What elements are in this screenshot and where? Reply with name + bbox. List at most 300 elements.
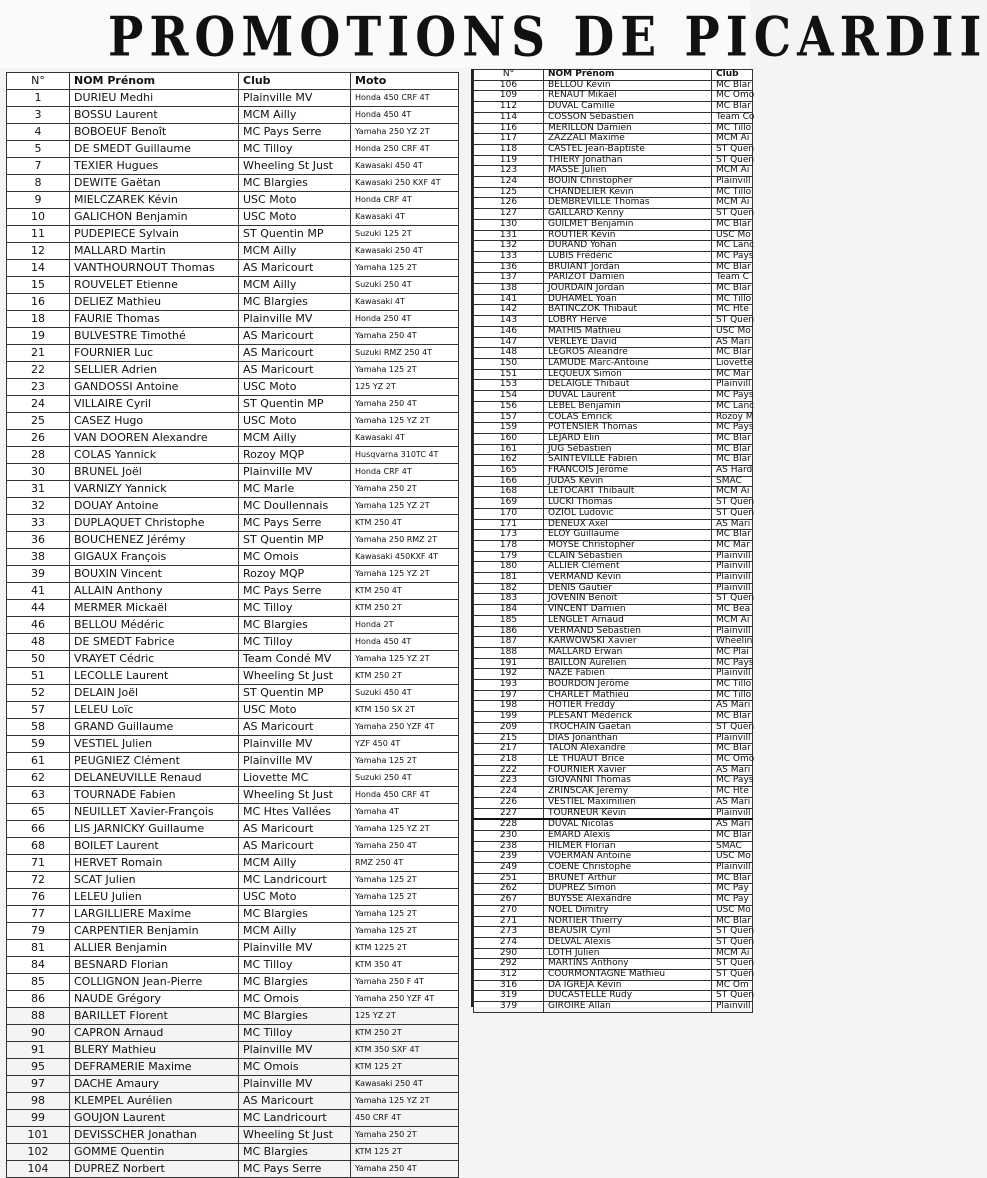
- cell-name: NOEL Dimitry: [544, 905, 712, 916]
- cell-club: MC Landricourt: [239, 872, 351, 889]
- cell-club: MCM Ailly: [239, 107, 351, 124]
- cell-club: MC Blar: [712, 444, 753, 455]
- cell-name: BELLOU Médéric: [70, 617, 239, 634]
- cell-name: GOMME Quentin: [70, 1144, 239, 1161]
- cell-name: DEFRAMERIE Maxime: [70, 1059, 239, 1076]
- cell-club: Wheeling St Just: [239, 668, 351, 685]
- table-row: [474, 369, 753, 380]
- cell-club: ST Quentin MP: [239, 396, 351, 413]
- cell-club: MC Tilloy: [239, 600, 351, 617]
- cell-club: Plainville MV: [239, 1042, 351, 1059]
- cell-club: Plainville MV: [239, 753, 351, 770]
- table-row: [474, 755, 753, 766]
- cell-num: 159: [474, 423, 544, 434]
- cell-moto: RMZ 250 4T: [351, 855, 459, 872]
- cell-moto: Yamaha 250 RMZ 2T: [351, 532, 459, 549]
- cell-name: BATINCZOK Thibaut: [544, 305, 712, 316]
- cell-club: MCM Ai: [712, 166, 753, 177]
- table-row: [474, 380, 753, 391]
- table-row: [474, 562, 753, 573]
- table-row: [7, 702, 459, 719]
- cell-name: SAINTEVILLE Fabien: [544, 455, 712, 466]
- cell-name: LENGLET Arnaud: [544, 615, 712, 626]
- cell-name: TALON Alexandre: [544, 744, 712, 755]
- cell-num: 185: [474, 615, 544, 626]
- table-row: [474, 519, 753, 530]
- cell-name: LE THUAUT Brice: [544, 755, 712, 766]
- cell-club: Wheelin: [712, 637, 753, 648]
- cell-club: ST Quen: [712, 498, 753, 509]
- cell-name: LUBIS Frédéric: [544, 251, 712, 262]
- table-row: [474, 819, 753, 830]
- cell-num: 274: [474, 937, 544, 948]
- cell-name: DELVAL Alexis: [544, 937, 712, 948]
- cell-club: SMAC: [712, 476, 753, 487]
- cell-club: Plainvill: [712, 562, 753, 573]
- table-row: [474, 102, 753, 113]
- cell-name: GOUJON Laurent: [70, 1110, 239, 1127]
- table-row: [474, 433, 753, 444]
- cell-name: BOSSU Laurent: [70, 107, 239, 124]
- table-row: [474, 680, 753, 691]
- cell-name: TOURNEUR Kévin: [544, 808, 712, 819]
- cell-club: AS Maricourt: [239, 345, 351, 362]
- cell-name: DENEUX Axel: [544, 519, 712, 530]
- cell-club: Plainville MV: [239, 90, 351, 107]
- cell-num: 379: [474, 1002, 544, 1013]
- cell-club: USC Moto: [239, 889, 351, 906]
- cell-name: DUVAL Nicolas: [544, 819, 712, 830]
- cell-name: LIS JARNICKY Guillaume: [70, 821, 239, 838]
- cell-club: ST Quen: [712, 155, 753, 166]
- cell-num: 165: [474, 466, 544, 477]
- table-row: [474, 305, 753, 316]
- header-moto: Moto: [351, 73, 459, 90]
- cell-club: AS Maricourt: [239, 838, 351, 855]
- cell-num: 86: [7, 991, 70, 1008]
- cell-club: MC Pay: [712, 895, 753, 906]
- cell-name: SELLIER Adrien: [70, 362, 239, 379]
- cell-num: 218: [474, 755, 544, 766]
- cell-club: MC Pays Serre: [239, 515, 351, 532]
- cell-club: MC Tillo: [712, 123, 753, 134]
- cell-name: DEWITE Gaëtan: [70, 175, 239, 192]
- cell-moto: KTM 250 4T: [351, 515, 459, 532]
- cell-num: 72: [7, 872, 70, 889]
- cell-num: 226: [474, 797, 544, 808]
- cell-club: AS Maricourt: [239, 821, 351, 838]
- cell-num: 267: [474, 895, 544, 906]
- cell-club: USC Mo: [712, 852, 753, 863]
- cell-num: 81: [7, 940, 70, 957]
- table-row: [474, 948, 753, 959]
- page-title: [0, 0, 987, 70]
- cell-moto: Kawasaki 4T: [351, 209, 459, 226]
- cell-name: GIGAUX François: [70, 549, 239, 566]
- cell-name: DUPREZ Simon: [544, 884, 712, 895]
- cell-club: ST Quentin MP: [239, 685, 351, 702]
- cell-num: 21: [7, 345, 70, 362]
- cell-num: 66: [7, 821, 70, 838]
- cell-num: 38: [7, 549, 70, 566]
- cell-club: MC Pays: [712, 658, 753, 669]
- table-row: [7, 583, 459, 600]
- cell-club: AS Mari: [712, 337, 753, 348]
- cell-num: 125: [474, 187, 544, 198]
- table-row: [474, 615, 753, 626]
- table-row: [7, 362, 459, 379]
- cell-name: NEUILLET Xavier-François: [70, 804, 239, 821]
- cell-num: 119: [474, 155, 544, 166]
- cell-club: MC Tillo: [712, 690, 753, 701]
- cell-moto: Yamaha 4T: [351, 804, 459, 821]
- cell-club: SMAC: [712, 841, 753, 852]
- cell-num: 239: [474, 852, 544, 863]
- cell-club: USC Moto: [239, 413, 351, 430]
- table-row: [7, 413, 459, 430]
- cell-moto: Yamaha 250 YZF 4T: [351, 991, 459, 1008]
- cell-moto: Yamaha 125 2T: [351, 923, 459, 940]
- cell-num: 52: [7, 685, 70, 702]
- cell-name: VRAYET Cédric: [70, 651, 239, 668]
- cell-num: 209: [474, 722, 544, 733]
- cell-name: MERMER Mickaël: [70, 600, 239, 617]
- cell-num: 28: [7, 447, 70, 464]
- cell-name: HERVET Romain: [70, 855, 239, 872]
- cell-name: DENIS Gautier: [544, 583, 712, 594]
- cell-moto: 125 YZ 2T: [351, 1008, 459, 1025]
- cell-club: MC Pays: [712, 251, 753, 262]
- cell-num: 39: [7, 566, 70, 583]
- cell-num: 197: [474, 690, 544, 701]
- cell-name: MATHIS Mathieu: [544, 326, 712, 337]
- cell-moto: Suzuki RMZ 250 4T: [351, 345, 459, 362]
- cell-moto: Suzuki 125 2T: [351, 226, 459, 243]
- cell-club: MC Htes Vallées: [239, 804, 351, 821]
- cell-moto: Yamaha 125 YZ 2T: [351, 566, 459, 583]
- cell-name: DUPREZ Norbert: [70, 1161, 239, 1178]
- cell-moto: 125 YZ 2T: [351, 379, 459, 396]
- cell-num: 131: [474, 230, 544, 241]
- cell-name: DUHAMEL Yoan: [544, 294, 712, 305]
- table-row: [7, 1008, 459, 1025]
- cell-club: AS Hard: [712, 466, 753, 477]
- cell-name: DEMBREVILLE Thomas: [544, 198, 712, 209]
- table-row: [7, 957, 459, 974]
- table-row: [474, 841, 753, 852]
- cell-name: VOERMAN Antoine: [544, 852, 712, 863]
- cell-num: 156: [474, 401, 544, 412]
- table-row: [7, 719, 459, 736]
- table-row: [7, 1144, 459, 1161]
- table-row: [7, 260, 459, 277]
- table-row: [7, 549, 459, 566]
- cell-num: 262: [474, 884, 544, 895]
- cell-club: MC Hte: [712, 305, 753, 316]
- table-row: [474, 166, 753, 177]
- cell-num: 118: [474, 144, 544, 155]
- table-row: [474, 970, 753, 981]
- cell-num: 292: [474, 959, 544, 970]
- cell-club: ST Quentin MP: [239, 532, 351, 549]
- header-club: Club: [239, 73, 351, 90]
- cell-name: BELLOU Kévin: [544, 80, 712, 91]
- table-row: [474, 348, 753, 359]
- table-row: [7, 940, 459, 957]
- cell-club: MC Blargies: [239, 906, 351, 923]
- table-row: [7, 158, 459, 175]
- cell-num: 143: [474, 316, 544, 327]
- cell-num: 193: [474, 680, 544, 691]
- cell-club: Wheeling St Just: [239, 158, 351, 175]
- table-row: [7, 1042, 459, 1059]
- cell-num: 112: [474, 102, 544, 113]
- table-row: [7, 821, 459, 838]
- cell-moto: Kawasaki 4T: [351, 294, 459, 311]
- table-row: [7, 498, 459, 515]
- cell-num: 19: [7, 328, 70, 345]
- cell-moto: Honda 250 4T: [351, 311, 459, 328]
- table-row: [474, 669, 753, 680]
- cell-club: Plainville MV: [239, 464, 351, 481]
- cell-num: 138: [474, 284, 544, 295]
- table-row: [7, 107, 459, 124]
- cell-club: MC Hte: [712, 787, 753, 798]
- table-row: [7, 991, 459, 1008]
- cell-name: CARPENTIER Benjamin: [70, 923, 239, 940]
- cell-num: 46: [7, 617, 70, 634]
- table-row: [7, 90, 459, 107]
- cell-club: AS Maricourt: [239, 260, 351, 277]
- cell-club: MC Lanc: [712, 241, 753, 252]
- cell-club: MC Blar: [712, 712, 753, 723]
- cell-moto: Yamaha 125 2T: [351, 753, 459, 770]
- cell-club: ST Quen: [712, 209, 753, 220]
- cell-club: MC Mar: [712, 369, 753, 380]
- cell-club: MC Omois: [239, 549, 351, 566]
- cell-club: MCM Ai: [712, 615, 753, 626]
- cell-name: VANTHOURNOUT Thomas: [70, 260, 239, 277]
- cell-moto: Husqvarna 310TC 4T: [351, 447, 459, 464]
- cell-name: DUPLAQUET Christophe: [70, 515, 239, 532]
- cell-name: HOTIER Freddy: [544, 701, 712, 712]
- cell-num: 170: [474, 508, 544, 519]
- cell-name: NORTIER Thierry: [544, 916, 712, 927]
- table-row: [474, 230, 753, 241]
- cell-name: NAUDE Grégory: [70, 991, 239, 1008]
- table-row: [7, 311, 459, 328]
- cell-club: USC Moto: [239, 702, 351, 719]
- cell-num: 319: [474, 991, 544, 1002]
- cell-num: 104: [7, 1161, 70, 1178]
- table-row: [474, 80, 753, 91]
- cell-num: 187: [474, 637, 544, 648]
- right-table: [471, 69, 755, 1012]
- cell-club: Team Condé MV: [239, 651, 351, 668]
- cell-club: MC Marle: [239, 481, 351, 498]
- cell-club: MC Lanc: [712, 401, 753, 412]
- table-row: [474, 466, 753, 477]
- cell-name: GIROIRE Allan: [544, 1002, 712, 1013]
- table-row: [474, 712, 753, 723]
- cell-num: 130: [474, 219, 544, 230]
- cell-name: PUDEPIECE Sylvain: [70, 226, 239, 243]
- cell-name: GUILMET Benjamin: [544, 219, 712, 230]
- cell-moto: KTM 1225 2T: [351, 940, 459, 957]
- table-row: [7, 396, 459, 413]
- cell-club: AS Maricourt: [239, 362, 351, 379]
- table-row: [474, 884, 753, 895]
- cell-num: 61: [7, 753, 70, 770]
- cell-club: Plainvill: [712, 863, 753, 874]
- table-row: [474, 787, 753, 798]
- cell-name: COSSON Sébastien: [544, 112, 712, 123]
- cell-club: AS Mari: [712, 701, 753, 712]
- cell-moto: Kawasaki 450 4T: [351, 158, 459, 175]
- table-row: [7, 617, 459, 634]
- cell-num: 178: [474, 540, 544, 551]
- cell-num: 251: [474, 873, 544, 884]
- cell-num: 183: [474, 594, 544, 605]
- table-row: [7, 804, 459, 821]
- cell-club: AS Maricourt: [239, 328, 351, 345]
- table-row: [474, 573, 753, 584]
- cell-num: 162: [474, 455, 544, 466]
- cell-name: GRAND Guillaume: [70, 719, 239, 736]
- cell-club: MC Doullennais: [239, 498, 351, 515]
- table-row: [474, 262, 753, 273]
- cell-num: 51: [7, 668, 70, 685]
- cell-num: 58: [7, 719, 70, 736]
- cell-name: HILMER Florian: [544, 841, 712, 852]
- table-row: [474, 412, 753, 423]
- table-row: [7, 838, 459, 855]
- cell-name: DEVISSCHER Jonathan: [70, 1127, 239, 1144]
- cell-num: 114: [474, 112, 544, 123]
- cell-club: Plainville MV: [239, 736, 351, 753]
- cell-club: AS Maricourt: [239, 719, 351, 736]
- cell-num: 36: [7, 532, 70, 549]
- table-row: [474, 487, 753, 498]
- cell-name: BOURDON Jérôme: [544, 680, 712, 691]
- table-row: [474, 508, 753, 519]
- cell-club: MC Tilloy: [239, 141, 351, 158]
- cell-club: Plainvill: [712, 626, 753, 637]
- cell-club: MCM Ai: [712, 487, 753, 498]
- table-row: [474, 123, 753, 134]
- table-row: [474, 401, 753, 412]
- cell-club: MC Plai: [712, 647, 753, 658]
- header-name: NOM Prénom: [544, 70, 712, 81]
- cell-moto: Honda 450 4T: [351, 107, 459, 124]
- cell-club: MC Omo: [712, 91, 753, 102]
- cell-num: 8: [7, 175, 70, 192]
- cell-num: 84: [7, 957, 70, 974]
- cell-num: 222: [474, 765, 544, 776]
- cell-club: MC Tillo: [712, 187, 753, 198]
- cell-num: 171: [474, 519, 544, 530]
- table-row: [474, 326, 753, 337]
- cell-name: ZRINSCAK Jérémy: [544, 787, 712, 798]
- cell-num: 98: [7, 1093, 70, 1110]
- cell-name: CASTEL Jean-Baptiste: [544, 144, 712, 155]
- cell-num: 44: [7, 600, 70, 617]
- cell-name: MOYSE Christopher: [544, 540, 712, 551]
- cell-moto: Yamaha 250 2T: [351, 481, 459, 498]
- cell-name: VERMAND Sébastien: [544, 626, 712, 637]
- cell-num: 59: [7, 736, 70, 753]
- cell-name: BOUIN Christopher: [544, 177, 712, 188]
- cell-num: 238: [474, 841, 544, 852]
- cell-club: MC Pays: [712, 776, 753, 787]
- cell-name: MERILLON Damien: [544, 123, 712, 134]
- cell-moto: Kawasaki 450KXF 4T: [351, 549, 459, 566]
- cell-name: ALLAIN Anthony: [70, 583, 239, 600]
- table-row: [7, 328, 459, 345]
- table-row: [474, 647, 753, 658]
- cell-name: BEAUSIR Cyril: [544, 927, 712, 938]
- table-row: [7, 464, 459, 481]
- cell-num: 132: [474, 241, 544, 252]
- table-row: [474, 337, 753, 348]
- cell-num: 192: [474, 669, 544, 680]
- table-row: [474, 690, 753, 701]
- cell-moto: Kawasaki 4T: [351, 430, 459, 447]
- cell-num: 126: [474, 198, 544, 209]
- table-row: [474, 927, 753, 938]
- table-row: [474, 980, 753, 991]
- table-row: [474, 358, 753, 369]
- cell-club: AS Maricourt: [239, 1093, 351, 1110]
- cell-name: DUVAL Laurent: [544, 391, 712, 402]
- cell-num: 26: [7, 430, 70, 447]
- header-name: NOM Prénom: [70, 73, 239, 90]
- cell-moto: KTM 150 SX 2T: [351, 702, 459, 719]
- cell-num: 228: [474, 819, 544, 830]
- cell-moto: KTM 125 2T: [351, 1144, 459, 1161]
- cell-name: MALLARD Martin: [70, 243, 239, 260]
- table-row: [7, 1025, 459, 1042]
- cell-name: DE SMEDT Fabrice: [70, 634, 239, 651]
- cell-club: USC Moto: [239, 379, 351, 396]
- table-row: [7, 515, 459, 532]
- cell-club: MC Tilloy: [239, 957, 351, 974]
- cell-name: VESTIEL Maximilien: [544, 797, 712, 808]
- header-num: N°: [7, 73, 70, 90]
- cell-name: JOVENIN Benoît: [544, 594, 712, 605]
- table-row: [474, 852, 753, 863]
- cell-name: PEUGNIEZ Clément: [70, 753, 239, 770]
- cell-num: 33: [7, 515, 70, 532]
- cell-name: BESNARD Florian: [70, 957, 239, 974]
- table-row: [474, 177, 753, 188]
- cell-name: JUG Sébastien: [544, 444, 712, 455]
- cell-club: Rozoy M: [712, 412, 753, 423]
- cell-club: MC Omois: [239, 991, 351, 1008]
- cell-name: OZIOL Ludovic: [544, 508, 712, 519]
- cell-club: USC Moto: [239, 192, 351, 209]
- table-row: [474, 937, 753, 948]
- table-row: [474, 594, 753, 605]
- cell-num: 133: [474, 251, 544, 262]
- table-row: [474, 895, 753, 906]
- cell-name: ROUTIER Kévin: [544, 230, 712, 241]
- cell-club: ST Quen: [712, 508, 753, 519]
- right-header-row: [474, 70, 753, 81]
- cell-name: NAZE Fabien: [544, 669, 712, 680]
- cell-name: ALLIER Clément: [544, 562, 712, 573]
- cell-club: Liovette MC: [239, 770, 351, 787]
